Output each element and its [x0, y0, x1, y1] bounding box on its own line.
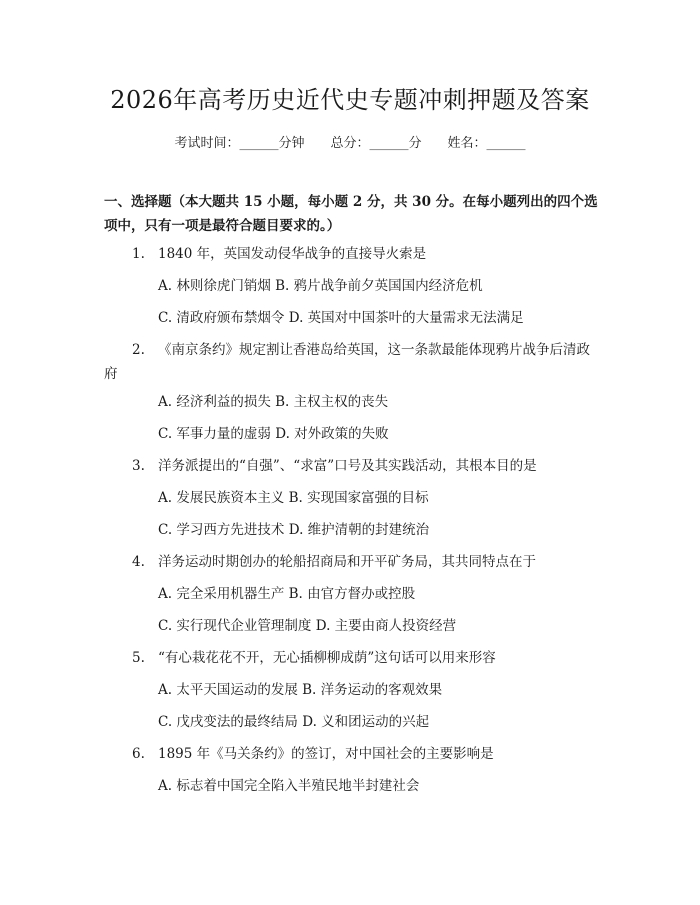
question-options: C. 清政府颁布禁烟令 D. 英国对中国茶叶的大量需求无法满足 [158, 310, 524, 326]
question-stem [104, 646, 604, 670]
question-options: A. 林则徐虎门销烟 B. 鸦片战争前夕英国国内经济危机 [158, 278, 483, 294]
exam-time-label: 考试时间：______分钟 [174, 136, 305, 151]
question-number: 5. [132, 650, 145, 666]
question-text: 1895 年《马关条约》的签订，对中国社会的主要影响是 [158, 746, 494, 762]
question-text: 洋务派提出的“自强”、“求富”口号及其实践活动，其根本目的是 [158, 458, 537, 474]
question-options: A. 发展民族资本主义 B. 实现国家富强的目标 [158, 490, 429, 506]
question-options: C. 军事力量的虚弱 D. 对外政策的失败 [158, 426, 389, 442]
question-number: 6. [132, 746, 145, 762]
question-text-continued: 府 [104, 366, 118, 382]
question-text: “有心栽花花不开，无心插柳柳成荫”这句话可以用来形容 [158, 650, 496, 666]
question-options: C. 实行现代企业管理制度 D. 主要由商人投资经营 [158, 618, 457, 634]
question-text: 洋务运动时期创办的轮船招商局和开平矿务局，其共同特点在于 [158, 554, 536, 570]
question-options: A. 太平天国运动的发展 B. 洋务运动的客观效果 [158, 682, 443, 698]
question-text: 《南京条约》规定割让香港岛给英国，这一条款最能体现鸦片战争后清政 [158, 342, 590, 358]
exam-info-line [0, 132, 700, 151]
page-title: 2026年高考历史近代史专题冲刺押题及答案 [110, 86, 590, 114]
section-heading-line: 一、选择题（本大题共 15 小题，每小题 2 分，共 30 分。在每小题列出的四个选 [104, 194, 598, 210]
question-options: C. 戊戌变法的最终结局 D. 义和团运动的兴起 [158, 714, 430, 730]
question-options: A. 完全采用机器生产 B. 由官方督办或控股 [158, 586, 416, 602]
section-heading [104, 190, 604, 238]
question-number: 3. [132, 458, 145, 474]
question-stem [104, 242, 604, 266]
total-score-label: 总分：______分 [330, 136, 422, 151]
question-stem [104, 338, 604, 386]
section-heading-line: 项中，只有一项是最符合题目要求的。） [104, 218, 341, 234]
question-stem [104, 550, 604, 574]
question-stem [104, 742, 604, 766]
question-number: 4. [132, 554, 145, 570]
question-number: 1. [132, 246, 145, 262]
question-options: A. 标志着中国完全陷入半殖民地半封建社会 [158, 778, 420, 794]
question-text: 1840 年，英国发动侵华战争的直接导火索是 [158, 246, 427, 262]
question-number: 2. [132, 342, 145, 358]
question-options: A. 经济利益的损失 B. 主权主权的丧失 [158, 394, 389, 410]
name-label: 姓名：______ [447, 136, 526, 151]
question-stem [104, 454, 604, 478]
question-options: C. 学习西方先进技术 D. 维护清朝的封建统治 [158, 522, 430, 538]
